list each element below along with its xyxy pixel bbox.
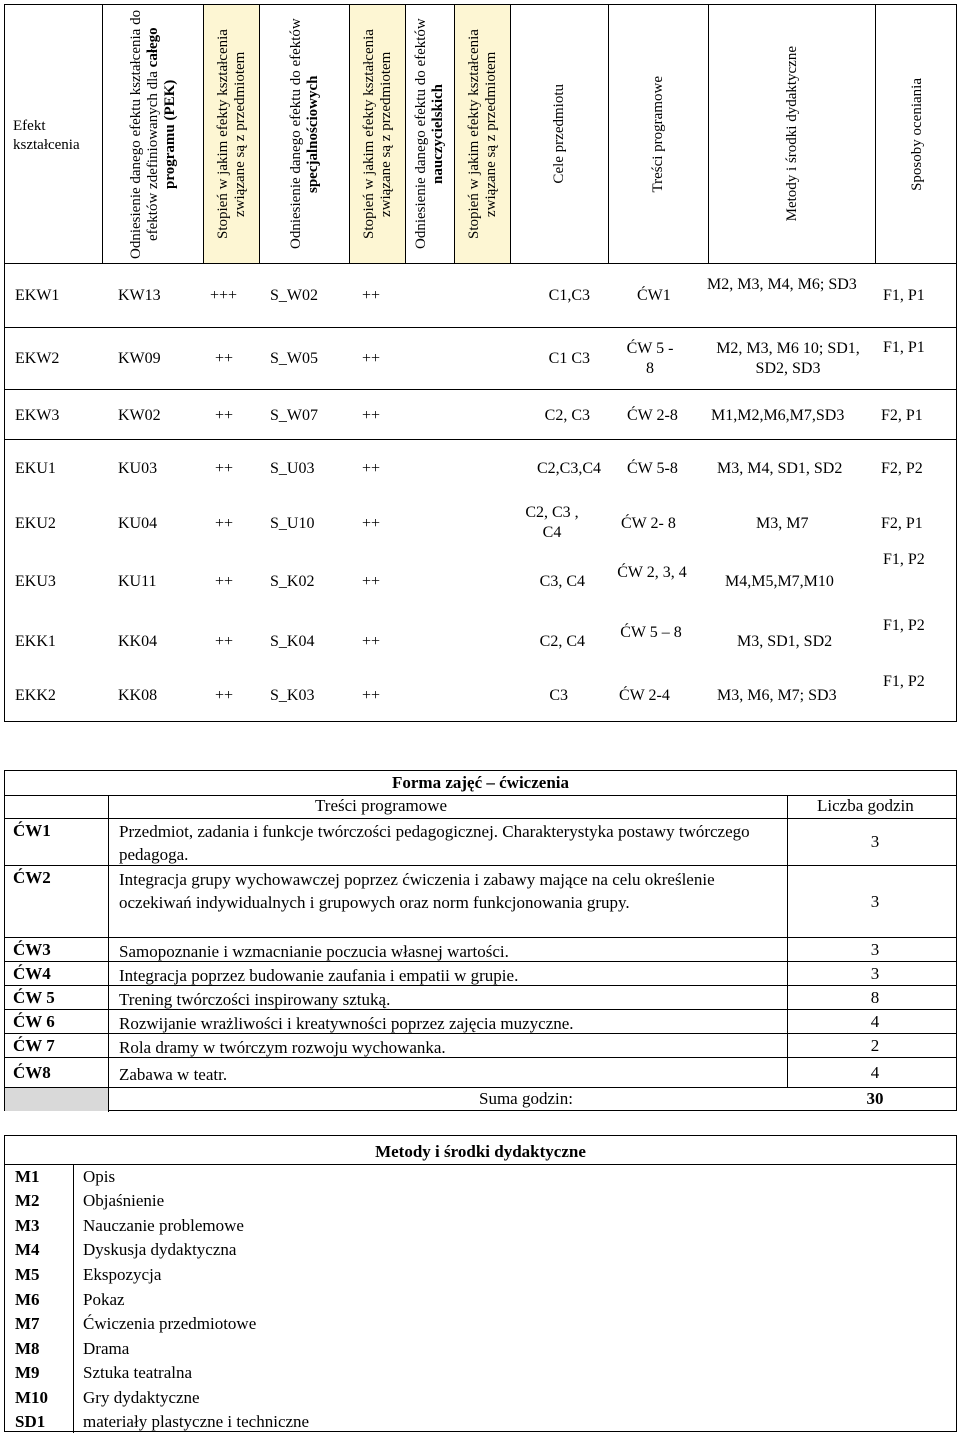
exercise-hours: 4 bbox=[870, 1063, 880, 1082]
goals-header: Cele przedmiotu bbox=[551, 84, 567, 184]
method-code: M1 bbox=[15, 1167, 40, 1186]
degree-header-2: Stopień w jakim efekty kształcenia związane są z przedmiotem bbox=[360, 29, 394, 239]
row-content: ĆW 2-8 bbox=[627, 407, 678, 424]
exercise-code: ĆW8 bbox=[13, 1063, 51, 1082]
exercise-code: ĆW3 bbox=[13, 940, 51, 959]
row-code: EKU1 bbox=[15, 460, 56, 477]
exercise-code: ĆW1 bbox=[13, 821, 51, 840]
content-header: Treści programowe bbox=[650, 75, 666, 193]
row-content: ĆW 5 - 8 bbox=[626, 340, 674, 377]
row-assessment: F2, P1 bbox=[881, 515, 923, 532]
exercise-code: ĆW 7 bbox=[13, 1036, 55, 1055]
row-degree: ++ bbox=[362, 633, 381, 650]
row-degree: ++ bbox=[215, 687, 234, 704]
row-content: ĆW 2, 3, 4 bbox=[617, 564, 687, 581]
exercise-hours: 3 bbox=[870, 832, 880, 851]
row-pek: KW09 bbox=[118, 350, 161, 367]
row-goals: C3, C4 bbox=[539, 573, 585, 590]
row-code: EKW2 bbox=[15, 350, 60, 367]
degree-header-3: Stopień w jakim efekty kształcenia związane są z przedmiotem bbox=[465, 29, 499, 239]
exercises-table bbox=[4, 770, 957, 1111]
method-desc: Objaśnienie bbox=[83, 1191, 165, 1210]
exercise-desc: Rozwijanie wrażliwości i kreatywności poprzez zajęcia muzyczne. bbox=[119, 1014, 574, 1033]
row-goals: C2, C3 bbox=[544, 407, 590, 424]
exercise-code: ĆW2 bbox=[13, 868, 51, 887]
row-goals: C2, C3 , C4 bbox=[525, 504, 579, 541]
row-methods: M3, M4, SD1, SD2 bbox=[717, 460, 843, 477]
row-methods: M3, SD1, SD2 bbox=[737, 633, 833, 650]
exercise-desc: Trening twórczości inspirowany sztuką. bbox=[119, 990, 391, 1009]
row-content: ĆW 5-8 bbox=[627, 460, 678, 477]
row-pek: KK08 bbox=[118, 687, 158, 704]
sum-label: Suma godzin: bbox=[479, 1089, 573, 1108]
row-spec: S_U10 bbox=[270, 515, 315, 532]
row-pek: KU04 bbox=[118, 515, 158, 532]
exercises-title: Forma zajęć – ćwiczenia bbox=[392, 773, 569, 792]
exercise-desc: Samopoznanie i wzmacnianie poczucia własnej wartości. bbox=[119, 942, 509, 961]
row-assessment: F1, P2 bbox=[883, 617, 925, 634]
method-code: M7 bbox=[15, 1314, 40, 1333]
row-spec: S_W02 bbox=[270, 287, 318, 304]
row-methods: M3, M7 bbox=[756, 515, 809, 532]
row-content: ĆW 2-4 bbox=[619, 687, 670, 704]
content-column-header: Treści programowe bbox=[315, 796, 448, 815]
methods-header: Metody i środki dydaktyczne bbox=[783, 46, 800, 222]
row-degree: ++ bbox=[362, 460, 381, 477]
method-desc: Ekspozycja bbox=[83, 1265, 162, 1284]
row-degree: ++ bbox=[362, 350, 381, 367]
method-desc: Drama bbox=[83, 1339, 130, 1358]
row-content: ĆW1 bbox=[637, 287, 671, 304]
effects-table bbox=[4, 4, 957, 722]
methods-table bbox=[4, 1135, 957, 1432]
exercise-hours: 8 bbox=[870, 988, 880, 1007]
method-code: M3 bbox=[15, 1216, 40, 1235]
row-spec: S_K03 bbox=[270, 687, 315, 704]
row-code: EKW3 bbox=[15, 407, 60, 424]
row-methods: M4,M5,M7,M10 bbox=[725, 573, 834, 590]
method-code: M8 bbox=[15, 1339, 40, 1358]
method-code: M2 bbox=[15, 1191, 40, 1210]
row-content: ĆW 2- 8 bbox=[621, 515, 676, 532]
row-pek: KW02 bbox=[118, 407, 161, 424]
exercise-hours: 3 bbox=[870, 964, 880, 983]
row-goals: C2, C4 bbox=[539, 633, 585, 650]
row-code: EKK1 bbox=[15, 633, 56, 650]
row-assessment: F2, P2 bbox=[881, 460, 923, 477]
row-degree: ++ bbox=[215, 633, 234, 650]
row-code: EKU2 bbox=[15, 515, 56, 532]
row-assessment: F1, P2 bbox=[883, 673, 925, 690]
row-pek: KK04 bbox=[118, 633, 158, 650]
row-spec: S_W05 bbox=[270, 350, 318, 367]
row-methods: M3, M6, M7; SD3 bbox=[717, 687, 837, 704]
method-code: M6 bbox=[15, 1290, 40, 1309]
pek-header: Odniesienie danego efektu kształcenia do efektów zdefiniowanych dla całego programu (PEK) bbox=[127, 9, 178, 259]
method-code: M5 bbox=[15, 1265, 40, 1284]
sum-row-shade bbox=[5, 1088, 108, 1111]
row-pek: KU03 bbox=[118, 460, 158, 477]
row-spec: S_U03 bbox=[270, 460, 315, 477]
exercise-code: ĆW 6 bbox=[13, 1012, 55, 1031]
row-pek: KW13 bbox=[118, 287, 161, 304]
method-desc: Opis bbox=[83, 1167, 116, 1186]
row-degree: ++ bbox=[215, 350, 234, 367]
row-degree: +++ bbox=[210, 287, 238, 304]
row-degree: ++ bbox=[215, 573, 234, 590]
method-desc: Pokaz bbox=[83, 1290, 125, 1309]
row-spec: S_K02 bbox=[270, 573, 315, 590]
row-degree: ++ bbox=[362, 407, 381, 424]
row-pek: KU11 bbox=[118, 573, 157, 590]
row-assessment: F1, P2 bbox=[883, 551, 925, 568]
row-degree: ++ bbox=[362, 687, 381, 704]
sum-value: 30 bbox=[866, 1089, 884, 1108]
row-code: EKK2 bbox=[15, 687, 56, 704]
method-desc: Sztuka teatralna bbox=[83, 1363, 193, 1382]
exercise-code: ĆW 5 bbox=[13, 988, 55, 1007]
exercise-hours: 4 bbox=[870, 1012, 880, 1031]
row-goals: C2,C3,C4 bbox=[536, 460, 601, 477]
method-code: SD1 bbox=[15, 1412, 46, 1431]
row-degree: ++ bbox=[362, 287, 381, 304]
exercise-desc: Zabawa w teatr. bbox=[119, 1065, 228, 1084]
degree-header-1: Stopień w jakim efekty kształcenia związane są z przedmiotem bbox=[214, 29, 248, 239]
row-assessment: F1, P1 bbox=[883, 339, 925, 356]
method-desc: Dyskusja dydaktyczna bbox=[83, 1240, 237, 1259]
exercise-hours: 2 bbox=[870, 1036, 880, 1055]
method-desc: Ćwiczenia przedmiotowe bbox=[83, 1314, 257, 1333]
row-goals: C1 C3 bbox=[548, 350, 590, 367]
method-code: M4 bbox=[15, 1240, 40, 1259]
assessment-header: Sposoby oceniania bbox=[908, 77, 925, 191]
row-assessment: F1, P1 bbox=[883, 287, 925, 304]
row-code: EKU3 bbox=[15, 573, 56, 590]
row-methods: M2, M3, M4, M6; SD3 bbox=[707, 276, 857, 293]
row-degree: ++ bbox=[215, 407, 234, 424]
exercise-desc: Przedmiot, zadania i funkcje twórczości pedagogicznej. Charakterystyka postawy twórczego pedagoga. bbox=[119, 822, 750, 864]
row-degree: ++ bbox=[362, 515, 381, 532]
exercise-code: ĆW4 bbox=[13, 964, 51, 983]
row-spec: S_W07 bbox=[270, 407, 318, 424]
row-code: EKW1 bbox=[15, 287, 60, 304]
exercise-hours: 3 bbox=[870, 892, 880, 911]
exercise-desc: Integracja grupy wychowawczej poprzez ćwiczenia i zabawy mające na celu określenie oczekiwań indywidualnych i grupowych oraz norm funkcjonowania grupy. bbox=[119, 870, 715, 912]
row-goals: C1,C3 bbox=[548, 287, 590, 304]
row-assessment: F2, P1 bbox=[881, 407, 923, 424]
method-code: M9 bbox=[15, 1363, 40, 1382]
teach-header: Odniesienie danego efektu do efektów nauczycielskich bbox=[413, 18, 446, 250]
exercise-desc: Integracja poprzez budowanie zaufania i empatii w grupie. bbox=[119, 966, 519, 985]
row-degree: ++ bbox=[362, 573, 381, 590]
row-degree: ++ bbox=[215, 460, 234, 477]
method-code: M10 bbox=[15, 1388, 49, 1407]
row-methods: M2, M3, M6 10; SD1, SD2, SD3 bbox=[716, 340, 860, 377]
spec-header: Odniesienie danego efektu do efektów specjalnościowych bbox=[287, 18, 321, 250]
row-degree: ++ bbox=[215, 515, 234, 532]
effect-header: Efekt kształcenia bbox=[13, 118, 80, 153]
exercise-hours: 3 bbox=[870, 940, 880, 959]
exercise-desc: Rola dramy w twórczym rozwoju wychowanka. bbox=[119, 1038, 446, 1057]
hours-column-header: Liczba godzin bbox=[817, 796, 914, 815]
row-methods: M1,M2,M6,M7,SD3 bbox=[711, 407, 845, 424]
method-desc: Nauczanie problemowe bbox=[83, 1216, 244, 1235]
row-goals: C3 bbox=[549, 687, 568, 704]
method-desc: materiały plastyczne i techniczne bbox=[83, 1412, 310, 1431]
methods-title: Metody i środki dydaktyczne bbox=[375, 1142, 586, 1161]
row-spec: S_K04 bbox=[270, 633, 315, 650]
row-content: ĆW 5 – 8 bbox=[620, 624, 682, 641]
method-desc: Gry dydaktyczne bbox=[83, 1388, 200, 1407]
